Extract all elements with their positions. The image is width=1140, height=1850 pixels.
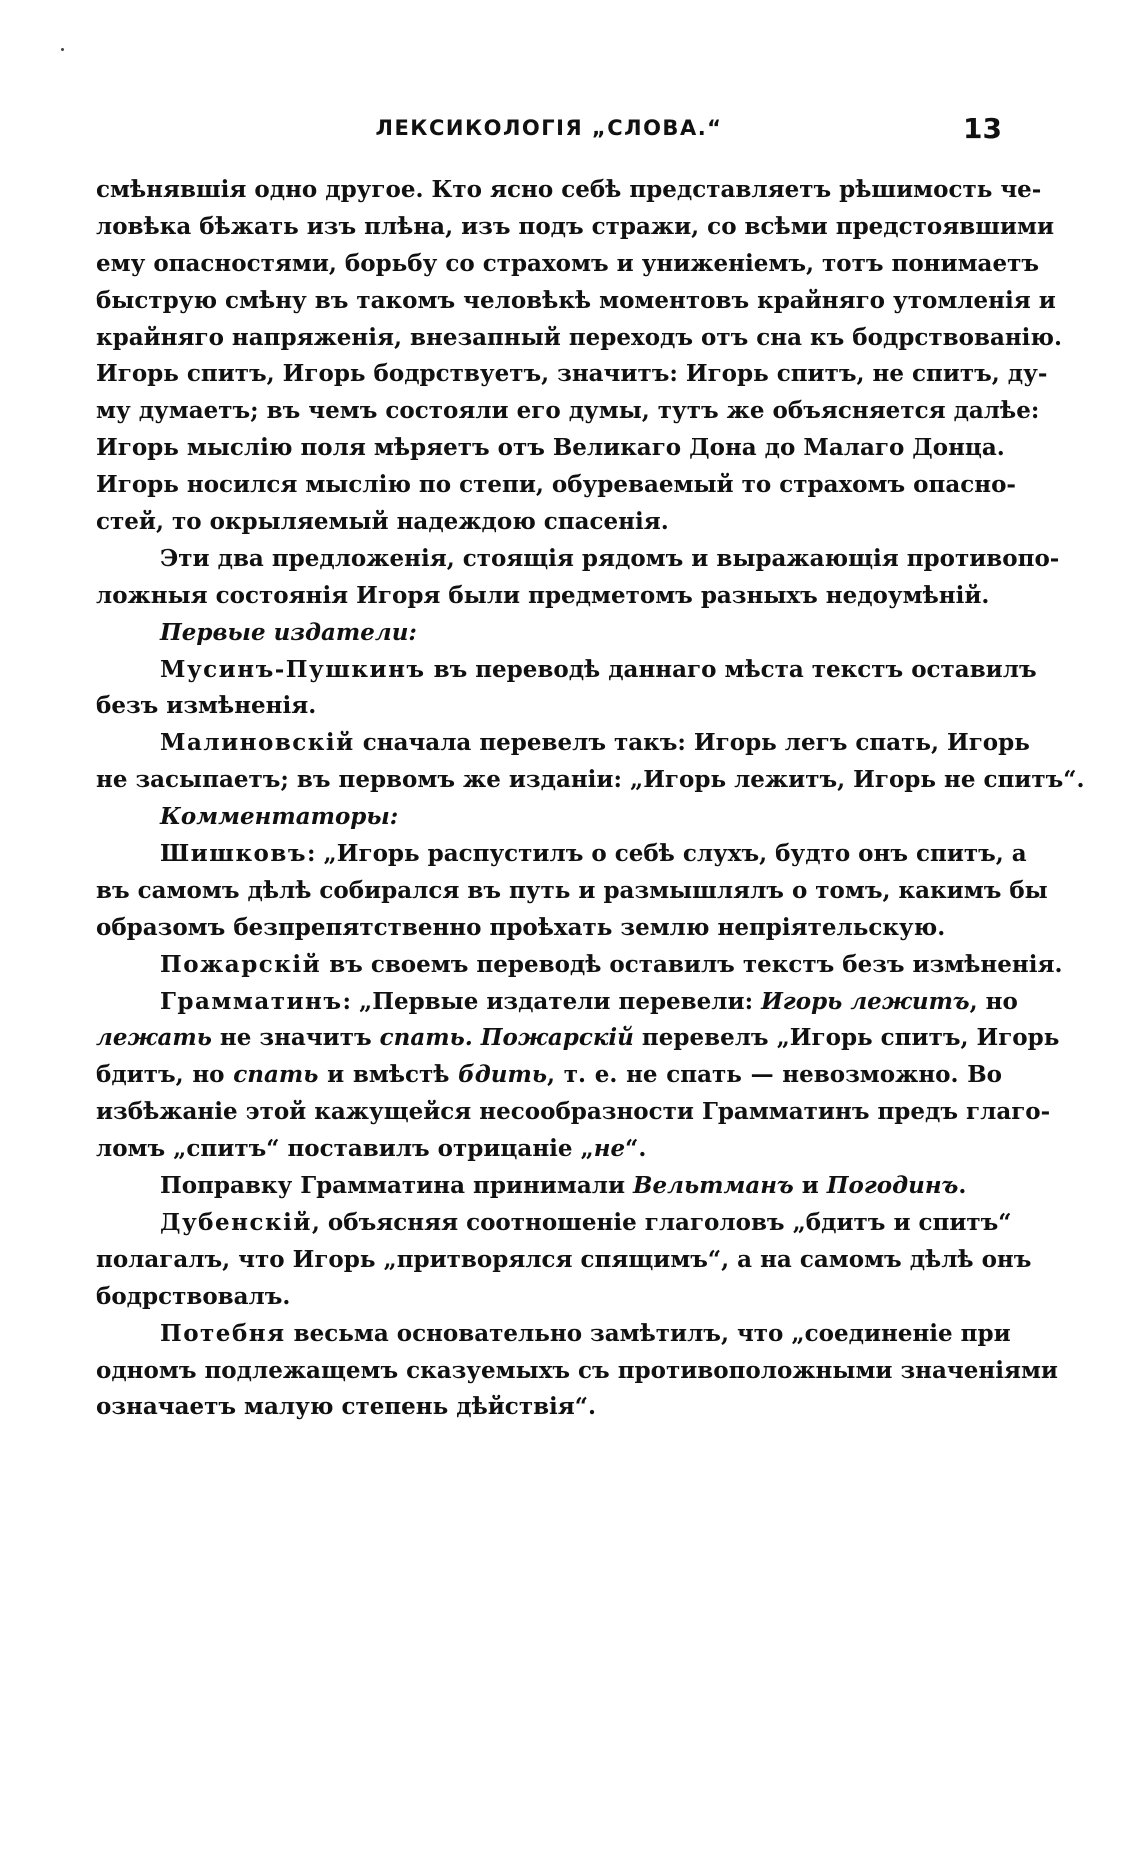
running-title: ЛЕКСИКОЛОГІЯ „СЛОВА.“ [375,116,723,140]
text-line [96,873,1048,910]
text-segment: безъ измѣненія. [96,692,317,720]
text-line [96,1353,1058,1390]
text-segment: въ самомъ дѣлѣ собирался въ путь и размышлялъ о томъ, какимъ бы [96,876,1048,904]
text-segment: . [958,1172,967,1200]
text-segment: : „Первые издатели перевели: [342,987,762,1015]
text-segment: , но [969,987,1018,1015]
text-line [96,578,1002,615]
text-line [96,246,1039,283]
text-segment: крайняго напряженія, внезапный переходъ отъ сна къ бодрствованію. [96,323,1063,351]
text-segment: не [593,1135,626,1163]
text-segment: : „Игорь распустилъ о себѣ слухъ, будто онъ спитъ, а [307,840,1027,868]
text-line [96,1131,1002,1168]
text-segment: избѣжаніе этой кажущейся несообразности Грамматинъ предъ глаго- [96,1098,1051,1126]
text-segment: ломъ „спитъ“ поставилъ отрицаніе „ [96,1135,594,1163]
text-line [96,172,1042,209]
text-line [96,688,1002,725]
text-segment: Пожарскій [160,950,322,978]
text-line [96,209,1055,246]
text-line [96,1205,1012,1242]
text-segment: Вельтманъ [633,1172,794,1200]
text-segment: Первые издатели: [160,618,417,646]
text-segment: въ переводѣ даннаго мѣста текстъ оставилъ [425,655,1037,683]
text-segment: перевелъ „Игорь спитъ, Игорь [633,1024,1060,1052]
text-segment: сначала перевелъ такъ: Игорь легъ спать, Игорь [354,729,1030,757]
text-line [96,1168,1002,1205]
text-line [96,320,1063,357]
text-segment: не засыпаетъ; въ первомъ же изданіи: „Игорь лежитъ, Игорь не спитъ“. [96,766,1085,794]
text-segment: Игорь носился мыслію по степи, обуреваемый то страхомъ опасно- [96,471,1016,499]
text-segment: Шишковъ [160,840,308,868]
text-segment: и [793,1172,827,1200]
text-segment: бдитъ, но [96,1061,234,1089]
text-line [96,725,1030,762]
text-segment: Игорь спитъ, Игорь бодрствуетъ, значитъ: Игорь спитъ, не спитъ, ду- [96,360,1048,388]
ink-speck [61,48,64,51]
text-segment: бдить [458,1061,548,1089]
text-segment: спать. Пожарскій [379,1024,634,1052]
text-line [96,356,1048,393]
text-segment: бодрствовалъ. [96,1282,291,1310]
text-line [96,1279,1002,1316]
text-segment: ложныя состоянія Игоря были предметомъ разныхъ недоумѣній. [96,581,990,609]
text-line [96,836,1027,873]
text-segment: полагалъ, что Игорь „притворялся спящимъ“, а на самомъ дѣлѣ онъ [96,1245,1032,1273]
page-number: 13 [963,112,1002,145]
text-segment: Мусинъ-Пушкинъ [160,655,426,683]
text-line [96,1020,1060,1057]
text-line [96,1094,1051,1131]
text-line [96,393,1040,430]
text-segment: означаетъ малую степень дѣйствія“. [96,1393,597,1421]
text-line [96,1316,1011,1353]
text-line [96,910,1002,947]
text-segment: Эти два предложенія, стоящія рядомъ и выражающія противопо- [160,544,1060,572]
page-header [96,112,1002,156]
body-text [96,172,1085,1426]
text-segment: стей, то окрыляемый надеждою спасенія. [96,508,669,536]
text-segment: спать [233,1061,319,1089]
text-line [96,283,1056,320]
text-segment: смѣнявшія одно другое. Кто ясно себѣ представляетъ рѣшимость че- [96,176,1042,203]
text-segment: не значитъ [211,1024,380,1052]
text-segment: , объясняя соотношеніе глаголовъ „бдитъ и спитъ“ [311,1208,1012,1236]
text-line [96,762,1085,799]
text-segment: образомъ безпрепятственно проѣхать землю непріятельскую. [96,913,946,941]
text-segment: Погодинъ [826,1172,959,1200]
text-segment: весьма основательно замѣтилъ, что „соединеніе при [285,1319,1011,1347]
text-segment: и вмѣстѣ [318,1061,459,1089]
text-segment: Малиновскій [160,729,355,757]
text-segment: “. [625,1135,647,1163]
text-line [96,430,1005,467]
text-line [96,984,1018,1021]
text-segment: Комментаторы: [160,803,399,831]
text-segment: лежать [96,1024,212,1052]
text-segment: Потебня [160,1319,286,1347]
text-line [96,947,1063,984]
text-line [96,615,1002,652]
text-line [96,1389,1002,1426]
text-line [96,799,1002,836]
text-line [96,1057,1002,1094]
text-segment: одномъ подлежащемъ сказуемыхъ съ противоположными значеніями [96,1356,1058,1384]
text-segment: ловѣка бѣжать изъ плѣна, изъ подъ стражи, со всѣми предстоявшими [96,212,1055,240]
text-segment: му думаетъ; въ чемъ состояли его думы, тутъ же объясняется далѣе: [96,397,1040,425]
text-line [96,504,1002,541]
text-segment: , т. е. не спать — невозможно. Во [547,1061,1002,1089]
text-segment: быструю смѣну въ такомъ человѣкѣ моментовъ крайняго утомленія и [96,286,1056,314]
text-line [96,541,1060,578]
text-segment: ему опасностями, борьбу со страхомъ и униженіемъ, тотъ понимаетъ [96,249,1039,277]
text-segment: Игорь мыслію поля мѣряетъ отъ Великаго Дона до Малаго Донца. [96,434,1005,462]
text-line [96,467,1016,504]
text-segment: Грамматинъ [160,987,343,1015]
text-line [96,652,1037,689]
text-segment: Поправку Грамматина принимали [160,1172,634,1200]
text-segment: въ своемъ переводѣ оставилъ текстъ безъ измѣненія. [321,950,1063,978]
text-segment: Дубенскій [160,1208,312,1236]
text-line [96,1242,1032,1279]
text-segment: Игорь лежитъ [761,987,970,1015]
